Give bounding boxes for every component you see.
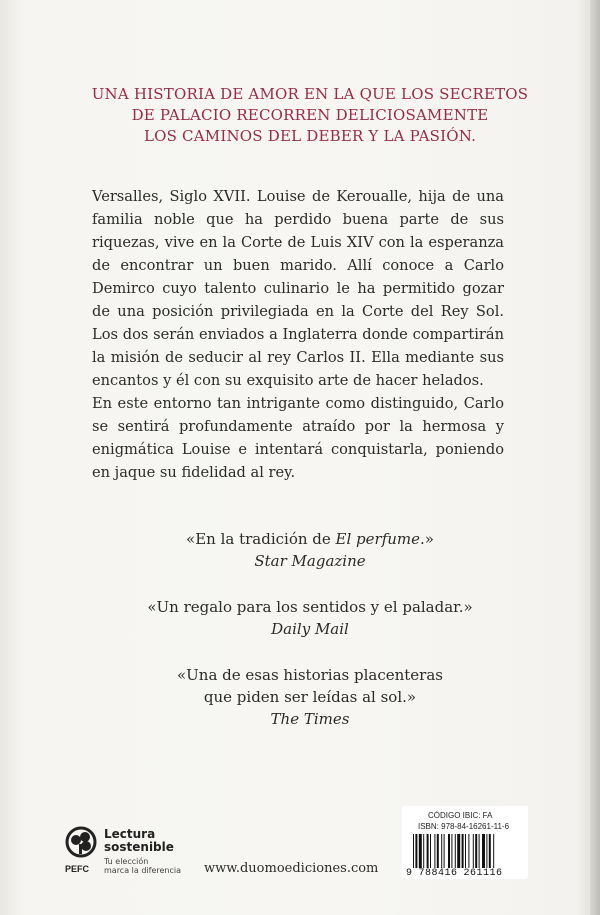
press-quote	[60, 528, 560, 572]
quote-text-line-1: «Una de esas historias placenteras	[176, 666, 443, 684]
quote-text: «En la tradición de El perfume.»	[186, 530, 434, 548]
barcode-bar	[482, 834, 485, 872]
quote-source: Daily Mail	[271, 620, 349, 638]
pefc-title-line-1: Lectura	[104, 827, 156, 841]
barcode-bar	[489, 834, 491, 872]
quote-book-title: El perfume	[335, 530, 421, 548]
barcode-bar	[448, 834, 450, 872]
synopsis	[92, 185, 504, 484]
quote-source: Star Magazine	[254, 552, 366, 570]
tagline	[60, 84, 560, 147]
tagline-line-2: DE PALACIO RECORREN DELICIOSAMENTE	[131, 106, 489, 124]
barcode-bar	[479, 834, 480, 872]
ibic-code: CÓDIGO IBIC: FA	[428, 811, 493, 820]
barcode-bar	[493, 834, 494, 872]
barcode-bar	[451, 834, 452, 872]
quote-text: «Un regalo para los sentidos y el paladar.»	[147, 598, 473, 616]
barcode-bar	[473, 834, 474, 872]
barcode-bar	[465, 834, 466, 872]
barcode-bar	[427, 834, 429, 872]
barcode-bar	[468, 834, 469, 872]
barcode-bar	[423, 834, 424, 872]
barcode-bar	[462, 834, 464, 872]
press-quote	[60, 664, 560, 730]
tagline-line-3: LOS CAMINOS DEL DEBER Y LA PASIÓN.	[143, 127, 477, 145]
pefc-label: PEFC	[65, 864, 90, 874]
barcode-bar	[455, 834, 456, 872]
barcode-digit-group-3: 261116	[463, 868, 503, 879]
pefc-title-line-2: sostenible	[104, 840, 174, 854]
press-quote	[60, 596, 560, 640]
publisher-website: www.duomoediciones.com	[204, 861, 379, 876]
pefc-subtitle-line-1: Tu elección	[104, 857, 149, 866]
barcode-digits	[406, 868, 526, 879]
barcode-bar	[441, 834, 442, 872]
pefc-text	[104, 828, 214, 875]
barcode-bar	[437, 834, 439, 872]
barcode-digit-group-1: 9	[406, 868, 413, 879]
isbn-code: ISBN: 978-84-16261-11-6	[418, 822, 510, 831]
barcode-bar	[475, 834, 477, 872]
cover-edge	[590, 0, 600, 915]
barcode-bar	[444, 834, 445, 872]
barcode-bar	[415, 834, 417, 872]
quote-text-line-2: que piden ser leídas al sol.»	[203, 688, 417, 706]
barcode-bar	[413, 834, 414, 872]
barcode-bar	[430, 834, 431, 872]
barcode-bar	[419, 834, 422, 872]
pefc-badge	[64, 826, 214, 876]
barcode-digit-group-2: 788416	[418, 868, 458, 879]
pefc-tree-icon	[64, 826, 100, 876]
barcode-bar	[457, 834, 460, 872]
synopsis-paragraph-2: En este entorno tan intrigante como distinguido, Carlo se sentirá profundamente atraído por la hermosa y enigmática Louise e intentará conquistarla, poniendo en jaque su fidelidad al rey.	[92, 395, 504, 481]
tagline-line-1: UNA HISTORIA DE AMOR EN LA QUE LOS SECRETOS	[91, 85, 529, 103]
barcode-bar	[434, 834, 435, 872]
quote-source: The Times	[270, 710, 350, 728]
barcode-icon	[411, 834, 519, 872]
synopsis-paragraph-1: Versalles, Siglo XVII. Louise de Keroualle, hija de una familia noble que ha perdido buena parte de sus riquezas, vive en la Corte de Luis XIV con la esperanza de encontrar un buen marido. Allí conoce a Carlo Demirco cuyo talento culinario le ha permitido gozar de una posición privilegiada en la Corte del Rey Sol. Los dos serán enviados a Inglaterra donde compartirán la misión de seducir al rey Carlos II. Ella mediante sus encantos y él con su exquisito arte de hacer helados.	[92, 188, 504, 389]
pefc-subtitle-line-2: marca la diferencia	[104, 866, 181, 875]
barcode-bar	[486, 834, 487, 872]
